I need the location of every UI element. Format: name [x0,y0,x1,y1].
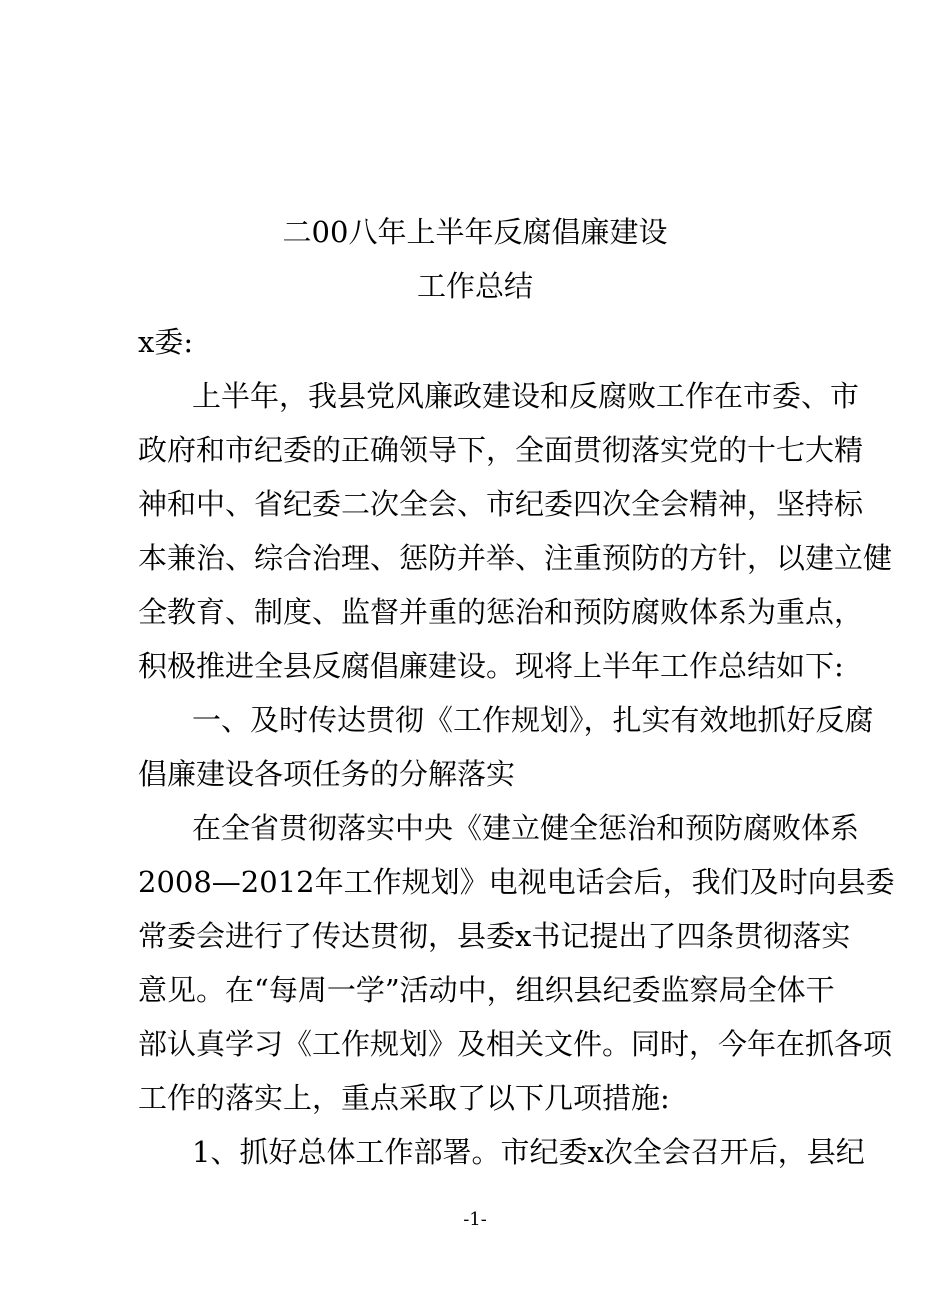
page-number: -1- [463,1209,487,1230]
document-title: 二00八年上半年反腐倡廉建设 [282,215,668,249]
paragraph-line: 神和中、省纪委二次全会、市纪委四次全会精神，坚持标 [138,487,864,521]
section-heading-line: 倡廉建设各项任务的分解落实 [138,757,516,791]
paragraph-line: 1、抓好总体工作部署。市纪委x次全会召开后，县纪 [192,1135,865,1169]
paragraph-line: 意见。在“每周一学”活动中，组织县纪委监察局全体干 [138,973,835,1007]
paragraph-line: 本兼治、综合治理、惩防并举、注重预防的方针，以建立健 [138,541,893,575]
paragraph-line: 在全省贯彻落实中央《建立健全惩治和预防腐败体系 [192,811,860,845]
section-heading-line: 一、及时传达贯彻《工作规划》，扎实有效地抓好反腐 [192,703,874,737]
paragraph-line: 工作的落实上，重点采取了以下几项措施: [138,1081,670,1115]
salutation: x委: [138,325,194,359]
paragraph-line: 2008—2012年工作规划》电视电话会后，我们及时向县委 [138,865,895,899]
paragraph-line: 积极推进全县反腐倡廉建设。现将上半年工作总结如下: [138,649,844,683]
paragraph-line: 全教育、制度、监督并重的惩治和预防腐败体系为重点， [138,595,864,629]
paragraph-line: 上半年，我县党风廉政建设和反腐败工作在市委、市 [192,379,860,413]
paragraph-line: 政府和市纪委的正确领导下，全面贯彻落实党的十七大精 [138,433,864,467]
paragraph-line: 部认真学习《工作规划》及相关文件。同时，今年在抓各项 [138,1027,893,1061]
paragraph-line: 常委会进行了传达贯彻，县委x书记提出了四条贯彻落实 [138,919,851,953]
document-subtitle: 工作总结 [416,269,533,303]
